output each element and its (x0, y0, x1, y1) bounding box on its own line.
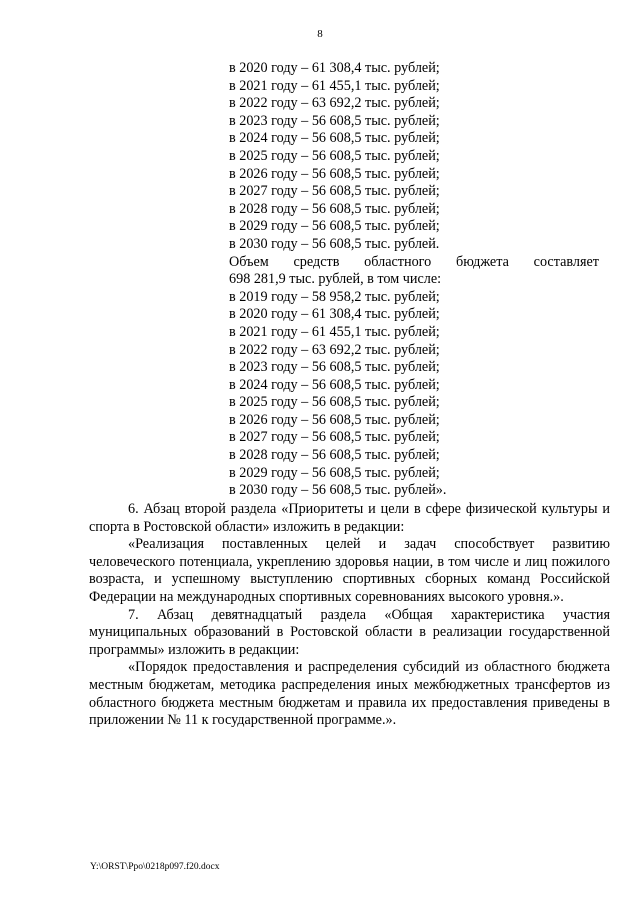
list-item: в 2026 году – 56 608,5 тыс. рублей; (229, 411, 440, 428)
list-item: в 2022 году – 63 692,2 тыс. рублей; (229, 341, 440, 358)
list-item: в 2020 году – 61 308,4 тыс. рублей; (229, 306, 440, 323)
volume-word: средств (293, 253, 340, 270)
funding-list (229, 60, 599, 500)
volume-word: бюджета (456, 253, 509, 270)
list-item: в 2020 году – 61 308,4 тыс. рублей; (229, 60, 440, 76)
list-item: в 2027 году – 56 608,5 тыс. рублей; (229, 429, 440, 446)
list-item: в 2029 году – 56 608,5 тыс. рублей; (229, 464, 440, 481)
list-item: в 2025 году – 56 608,5 тыс. рублей; (229, 147, 440, 164)
page-number: 8 (317, 28, 323, 40)
volume-word: составляет (533, 253, 599, 270)
list-item: в 2025 году – 56 608,5 тыс. рублей; (229, 394, 440, 411)
list-item: в 2021 году – 61 455,1 тыс. рублей; (229, 77, 440, 94)
list-item: в 2024 году – 56 608,5 тыс. рублей; (229, 376, 440, 393)
volume-total: 698 281,9 тыс. рублей, в том числе: (229, 271, 442, 288)
paragraph-item-6: 6. Абзац второй раздела «Приоритеты и цели в сфере физической культуры и спорта в Ростовской области» изложить в редакции: (89, 501, 610, 535)
list-item: в 2028 году – 56 608,5 тыс. рублей; (229, 200, 440, 217)
list-item: в 2019 году – 58 958,2 тыс. рублей; (229, 288, 440, 305)
list-item: в 2024 году – 56 608,5 тыс. рублей; (229, 130, 440, 147)
volume-word: областного (364, 253, 432, 270)
list-item: в 2021 году – 61 455,1 тыс. рублей; (229, 323, 440, 340)
volume-word: Объем (229, 253, 269, 270)
list-item: в 2027 году – 56 608,5 тыс. рублей; (229, 183, 440, 200)
list-item: в 2028 году – 56 608,5 тыс. рублей; (229, 447, 440, 464)
list-item: в 2030 году – 56 608,5 тыс. рублей». (229, 482, 447, 499)
document-body (89, 501, 610, 730)
paragraph-quote-7: «Порядок предоставления и распределения субсидий из областного бюджета местным бюджетам, методика распределения иных межбюджетных трансфертов из областного бюджета местным бюджетам и правила их предоставления приведены в приложении № 11 к государственной программе.». (89, 659, 610, 729)
list-item: в 2026 году – 56 608,5 тыс. рублей; (229, 165, 440, 182)
file-path-footer: Y:\ORST\Ppo\0218p097.f20.docx (90, 862, 220, 872)
list-item: в 2029 году – 56 608,5 тыс. рублей; (229, 218, 440, 235)
list-item: в 2030 году – 56 608,5 тыс. рублей. (229, 235, 440, 252)
list-item: в 2022 году – 63 692,2 тыс. рублей; (229, 95, 440, 112)
volume-statement (229, 254, 599, 272)
list-item: в 2023 году – 56 608,5 тыс. рублей; (229, 112, 440, 129)
paragraph-quote-6: «Реализация поставленных целей и задач способствует развитию человеческого потенциала, укреплению здоровья нации, в том числе и лиц пожилого возраста, и успешному выступлению спортивных сборных команд Российской Федерации на международных спортивных соревнованиях высокого уровня.». (89, 536, 610, 605)
list-item: в 2023 году – 56 608,5 тыс. рублей; (229, 359, 440, 376)
paragraph-item-7: 7. Абзац девятнадцатый раздела «Общая характеристика участия муниципальных образований в Ростовской области в реализации государственной программы» изложить в редакции: (89, 606, 610, 658)
